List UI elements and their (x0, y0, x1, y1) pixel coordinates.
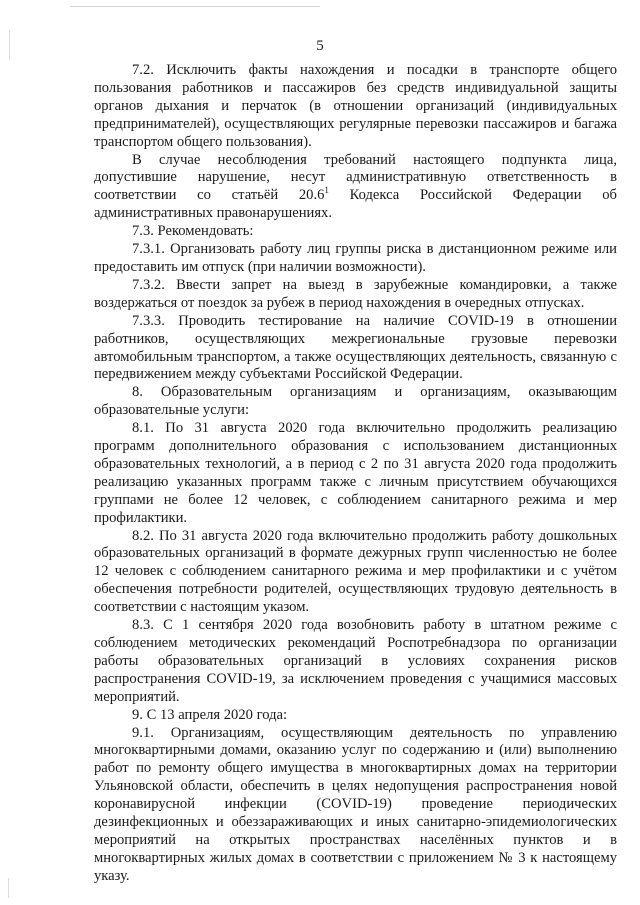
paragraph-7-2: 7.2. Исключить факты нахождения и посадки в транспорте общего пользования работников и пассажиров без средств индивидуальной защиты органов дыхания и перчаток (в отношении организаций (индивидуальных предпринимателей), осуществляющих регулярные перевозки пассажиров и багажа транспортом общего пользования). (94, 62, 617, 150)
paragraph-8-1: 8.1. По 31 августа 2020 года включительно продолжить реализацию программ дополнительного образования с использованием дистанционных образовательных технологий, а в период с 2 по 31 августа 2020 года продолжить реализацию указанных программ также с личным присутствием обучающихся группами не более 12 человек, с соблюдением санитарного режима и мер профилактики. (94, 420, 617, 526)
paragraph-7-3-2: 7.3.2. Ввести запрет на выезд в зарубежные командировки, а также воздержаться от поездок за рубеж в период нахождения в очередных отпусках. (94, 276, 617, 311)
footnote-mark: 1 (324, 185, 329, 196)
paragraph-8-3: 8.3. С 1 сентября 2020 года возобновить работу в штатном режиме с соблюдением методических рекомендаций Роспотребнадзора по организации работы образовательных организаций в условиях сохранения рисков распространения COVID-19, за исключением проведения с учащимися массовых мероприятий. (94, 617, 617, 705)
paragraph-7-2-liability-text: В случае несоблюдения требований настоящего подпункта лица, допустившие нарушение, несут административную ответственность в соответствии со статьёй 20.6 (94, 151, 617, 204)
paragraph-7-3: 7.3. Рекомендовать: (132, 223, 254, 240)
paragraph-8: 8. Образовательным организациям и организациям, оказывающим образовательные услуги: (94, 384, 617, 419)
paragraph-9: 9. С 13 апреля 2020 года: (132, 706, 288, 723)
document-body (94, 62, 617, 886)
page-number: 5 (316, 38, 324, 54)
paragraph-7-3-1: 7.3.1. Организовать работу лиц группы риска в дистанционном режиме или предоставить им отпуск (при наличии возможности). (94, 241, 617, 275)
paragraph-7-2-liability (94, 152, 617, 224)
scan-artifact-left-bottom (8, 878, 9, 898)
paragraph-7-3-3: 7.3.3. Проводить тестирование на наличие COVID-19 в отношении работников, осуществляющих межрегиональные грузовые перевозки автомобильным транспортом, а также осуществляющих деятельность, связанную с передвижением между субъектами Российской Федерации. (94, 312, 617, 383)
paragraph-8-2: 8.2. По 31 августа 2020 года включительно продолжить работу дошкольных образовательных организаций в формате дежурных групп численностью не более 12 человек с соблюдением санитарного режима и мер профилактики и с учётом обеспечения потребности родителей, осуществляющих трудовую деятельность в соответствии с настоящим указом. (94, 527, 617, 616)
paragraph-7-2-liability-tail: Кодекса Российской Федерации об административных правонарушениях. (94, 187, 617, 222)
paragraph-9-1: 9.1. Организациям, осуществляющим деятельность по управлению многоквартирными домами, оказанию услуг по содержанию и (или) выполнению работ по ремонту общего имущества в многоквартирных домах на территории Ульяновской области, обеспечить в целях недопущения распространения новой коронавирусной инфекции (COVID-19) проведение периодических дезинфекционных и обеззараживающих и иных санитарно-эпидемиологических мероприятий на открытых пространствах населённых пунктов и в многоквартирных жилых домах в соответствии с приложением № 3 к настоящему указу. (94, 724, 617, 884)
scan-artifact-top (70, 6, 320, 7)
